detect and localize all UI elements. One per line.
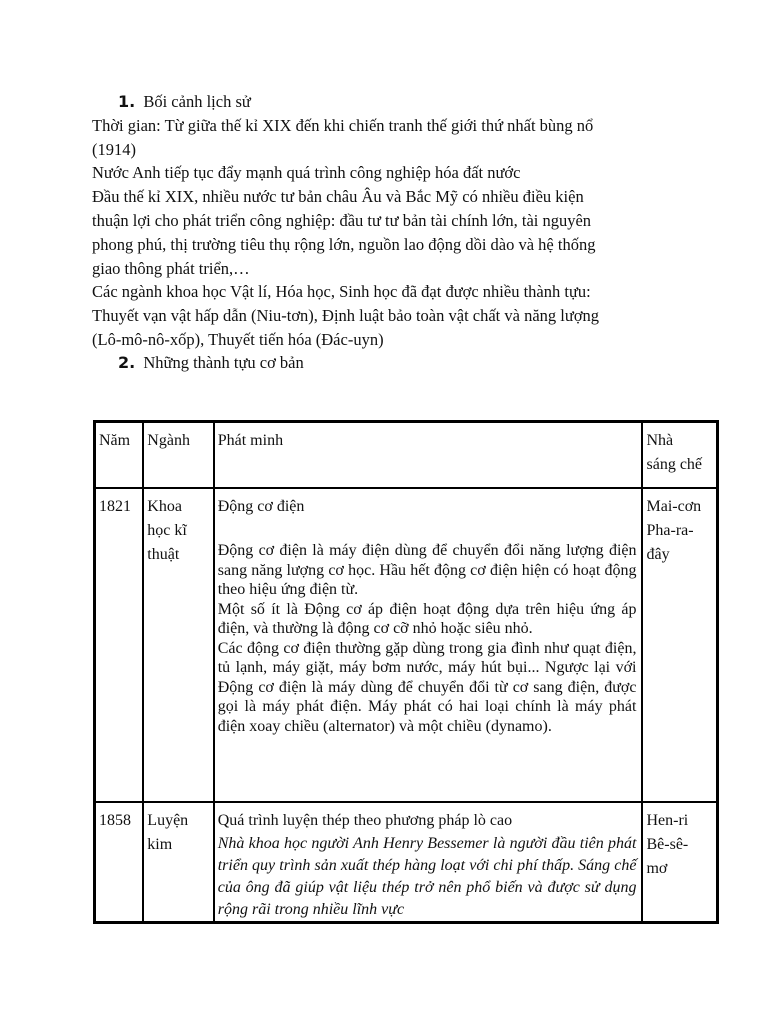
field-line: thuật xyxy=(147,546,180,563)
invention-title: Quá trình luyện thép theo phương pháp lò cao xyxy=(217,812,513,829)
inventor-line: Pha-ra- xyxy=(646,522,694,539)
cell-year: 1858 xyxy=(95,802,143,922)
section-1-heading xyxy=(118,90,251,114)
cell-invention xyxy=(214,488,643,802)
inventor-line: mơ xyxy=(646,860,668,877)
section-2-number: 2. xyxy=(118,353,136,372)
table-header-row xyxy=(95,422,717,488)
inventor-line: đây xyxy=(646,546,670,563)
inventor-line: Mai-cơn xyxy=(646,498,702,515)
cell-inventor xyxy=(642,802,717,922)
section-2-title: Những thành tựu cơ bản xyxy=(143,353,304,372)
paragraph-line: (1914) xyxy=(92,140,136,159)
inventions-table xyxy=(93,420,719,924)
field-line: Luyện xyxy=(147,812,189,829)
cell-inventor xyxy=(642,488,717,802)
inventor-line: Bê-sê- xyxy=(646,836,689,853)
field-line: học kĩ xyxy=(147,522,187,539)
description-paragraph: Động cơ điện là máy điện dùng để chuyển đổi năng lượng điện sang năng lượng cơ học. Hầu hết động cơ điện hiện có hoạt động theo hiệu ứng điện từ. xyxy=(217,542,637,598)
header-invention: Phát minh xyxy=(214,422,643,488)
cell-field xyxy=(143,488,213,802)
invention-title: Động cơ điện xyxy=(217,498,305,515)
section-2-heading xyxy=(118,351,304,375)
paragraph-line: giao thông phát triển,… xyxy=(92,259,250,278)
description-paragraph: Các động cơ điện thường gặp dùng trong gia đình như quạt điện, tủ lạnh, máy giặt, máy bơm nước, máy hút bụi... Ngược lại với Động cơ điện là máy dùng để chuyển đổi từ cơ sang điện, được gọi là máy phát điện. Máy phát có hai loại chính là máy phát điện xoay chiều (alternator) và một chiều (dynamo). xyxy=(217,639,637,735)
description-paragraph: Một số ít là Động cơ áp điện hoạt động dựa trên hiệu ứng áp điện, và thường là động cơ cỡ nhỏ hoặc siêu nhỏ. xyxy=(217,600,637,637)
header-inventor-line: Nhà xyxy=(646,432,674,449)
table-row xyxy=(95,488,717,802)
cell-field xyxy=(143,802,213,922)
inventor-line: Hen-ri xyxy=(646,812,689,829)
paragraph-line: Nước Anh tiếp tục đẩy mạnh quá trình công nghiệp hóa đất nước xyxy=(92,163,521,182)
cell-invention xyxy=(214,802,643,922)
paragraph-line: thuận lợi cho phát triển công nghiệp: đầu tư tư bản tài chính lớn, tài nguyên xyxy=(92,211,592,230)
section-1-number: 1. xyxy=(118,92,136,111)
header-inventor xyxy=(642,422,717,488)
paragraph-line: Đầu thế kỉ XIX, nhiều nước tư bản châu Âu và Bắc Mỹ có nhiều điều kiện xyxy=(92,187,584,206)
paragraph-line: Các ngành khoa học Vật lí, Hóa học, Sinh học đã đạt được nhiều thành tựu: xyxy=(92,282,591,301)
table-row xyxy=(95,802,717,922)
invention-description xyxy=(218,541,637,736)
invention-description: Nhà khoa học người Anh Henry Bessemer là người đầu tiên phát triển quy trình sản xuất thép hàng loạt với chi phí thấp. Sáng chế của ông đã giúp vật liệu thép trở nên phổ biến và được sử dụng rộng rãi trong nhiều lĩnh vực xyxy=(217,835,637,918)
paragraph-line: Thuyết vạn vật hấp dẫn (Niu-tơn), Định luật bảo toàn vật chất và năng lượng xyxy=(92,306,600,325)
cell-year: 1821 xyxy=(95,488,143,802)
header-inventor-line: sáng chế xyxy=(646,456,703,473)
header-year: Năm xyxy=(95,422,143,488)
field-line: kim xyxy=(147,836,173,853)
paragraph-line: phong phú, thị trường tiêu thụ rộng lớn, nguồn lao động dồi dào và hệ thống xyxy=(92,235,596,254)
paragraph-line: (Lô-mô-nô-xốp), Thuyết tiến hóa (Đác-uyn) xyxy=(92,330,384,349)
field-line: Khoa xyxy=(147,498,182,515)
header-field: Ngành xyxy=(143,422,213,488)
section-1-title: Bối cảnh lịch sử xyxy=(143,92,251,111)
paragraph-line: Thời gian: Từ giữa thế kỉ XIX đến khi chiến tranh thế giới thứ nhất bùng nổ xyxy=(92,116,594,135)
